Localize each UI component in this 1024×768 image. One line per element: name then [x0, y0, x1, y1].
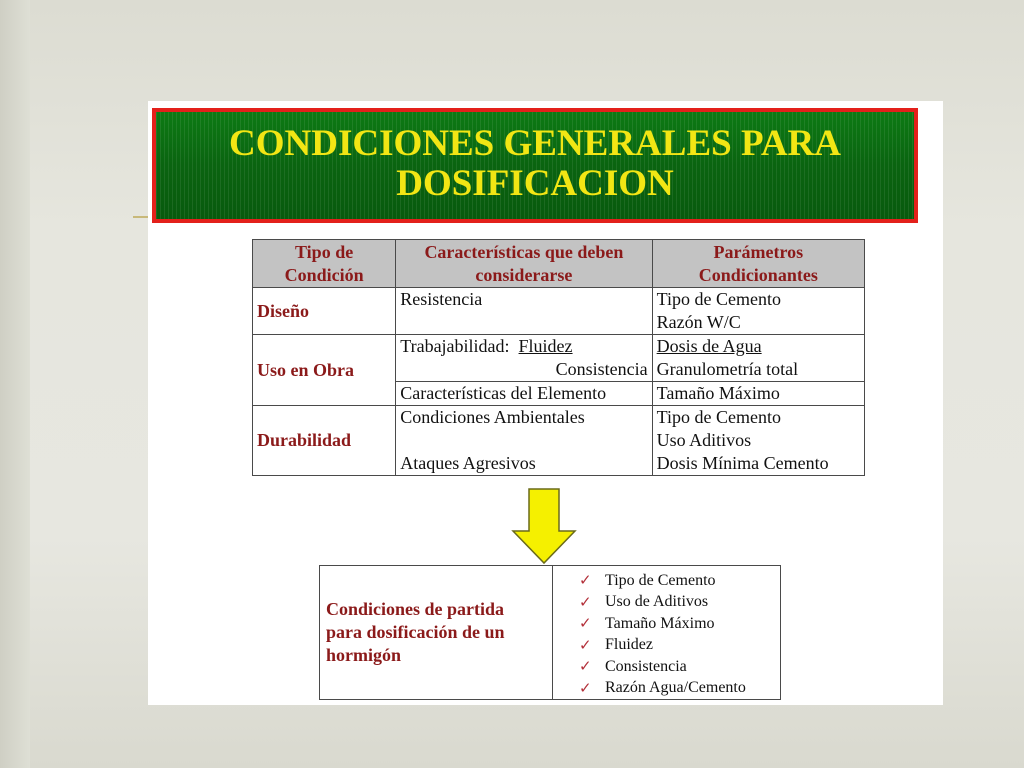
characteristics-diseno: Resistencia [396, 288, 652, 335]
title-line-2: DOSIFICACION [396, 163, 674, 204]
list-item: ✓ Razón Agua/Cemento [579, 679, 746, 697]
params-uso-obra-b: Tamaño Máximo [652, 382, 864, 406]
starting-conditions-checklist [553, 566, 780, 699]
params-diseno: Tipo de Cemento Razón W/C [652, 288, 864, 335]
list-item: ✓ Uso de Aditivos [579, 593, 709, 611]
list-item: ✓ Fluidez [579, 636, 653, 654]
left-decorative-stripe [0, 0, 30, 768]
title-line-1: CONDICIONES GENERALES PARA [229, 123, 841, 164]
condition-uso-obra: Uso en Obra [253, 335, 396, 406]
params-durabilidad: Tipo de Cemento Uso Aditivos Dosis Mínima Cemento [652, 406, 864, 476]
title-banner [152, 108, 918, 223]
fluidez-label: Fluidez [518, 336, 573, 356]
header-caracteristicas: Características que deben considerarse [396, 240, 652, 288]
list-item: ✓ Tipo de Cemento [579, 571, 716, 590]
list-item: ✓ Consistencia [579, 657, 687, 676]
checkmark-icon: ✓ [579, 594, 592, 611]
table-row-durabilidad [253, 406, 865, 476]
checkmark-icon: ✓ [579, 637, 592, 654]
checkmark-icon: ✓ [579, 573, 592, 590]
table-row-diseno [253, 288, 865, 335]
characteristics-elemento: Características del Elemento [396, 382, 652, 406]
consistencia-label: Consistencia [555, 359, 648, 379]
table-header-row [253, 240, 865, 288]
table-row-uso-obra-a [253, 335, 865, 382]
characteristics-durabilidad: Condiciones Ambientales Ataques Agresivos [396, 406, 652, 476]
conditions-table [252, 239, 865, 476]
trabajabilidad-label: Trabajabilidad: [400, 336, 510, 356]
starting-conditions-box [319, 565, 781, 700]
checkmark-icon: ✓ [579, 616, 592, 633]
characteristics-trabajabilidad [396, 335, 652, 382]
header-tipo-condicion: Tipo de Condición [253, 240, 396, 288]
down-arrow-icon [511, 487, 577, 565]
condition-diseno: Diseño [253, 288, 396, 335]
params-uso-obra-a: Dosis de Agua Granulometría total [652, 335, 864, 382]
condition-durabilidad: Durabilidad [253, 406, 396, 476]
starting-conditions-label: Condiciones de partida para dosificación de un hormigón [320, 566, 553, 699]
checkmark-icon: ✓ [579, 680, 592, 697]
header-parametros: Parámetros Condicionantes [652, 240, 864, 288]
list-item: ✓ Tamaño Máximo [579, 614, 715, 633]
checkmark-icon: ✓ [579, 659, 592, 676]
